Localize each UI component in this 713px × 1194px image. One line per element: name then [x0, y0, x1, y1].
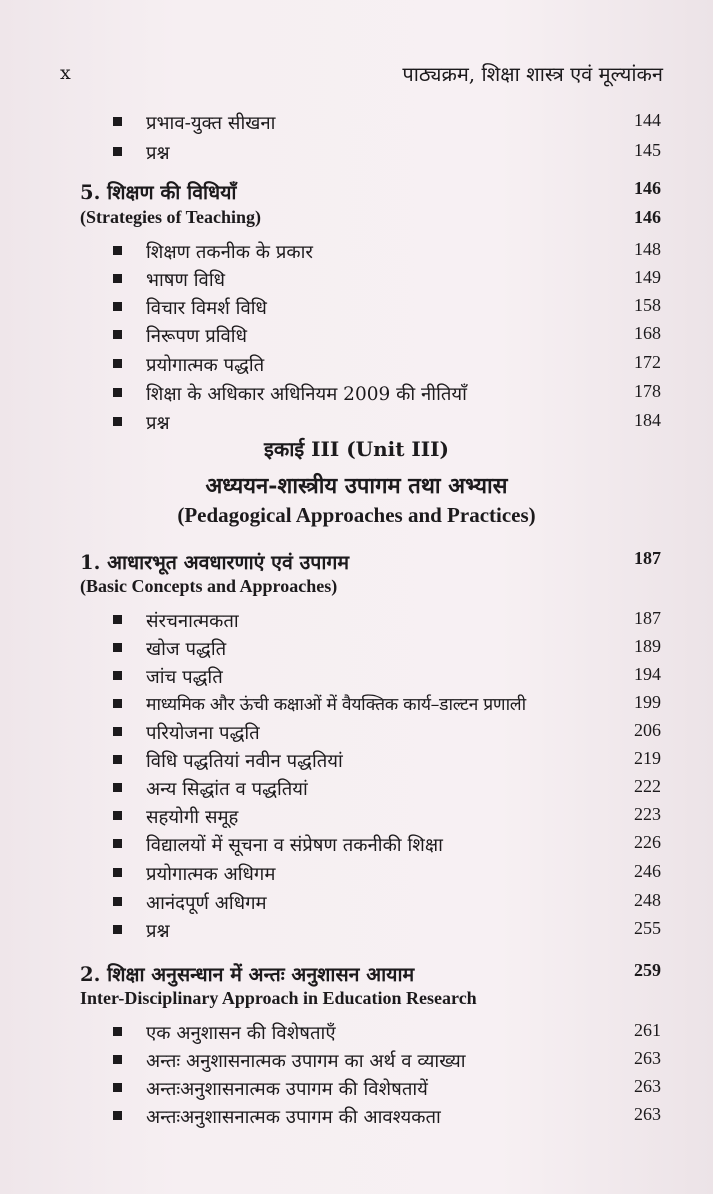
bullet-icon [113, 699, 122, 708]
toc-entry-page: 261 [634, 1020, 661, 1040]
toc-entry [0, 773, 713, 803]
chapter-page: 187 [634, 548, 661, 568]
toc-entry [0, 1017, 713, 1047]
toc-entry-label: विधि पद्धतियां नवीन पद्धतियां [146, 751, 343, 772]
toc-entry-label: शिक्षण तकनीक के प्रकार [146, 242, 313, 263]
bullet-icon [113, 925, 122, 934]
unit-title-hindi: अध्ययन-शास्त्रीय उपागम तथा अभ्यास [205, 473, 508, 499]
toc-entry-page: 187 [634, 608, 661, 628]
toc-entry [0, 292, 713, 322]
bullet-icon [113, 727, 122, 736]
toc-entry-page: 194 [634, 664, 661, 684]
toc-entry-label: सहयोगी समूह [146, 807, 239, 828]
bullet-icon [113, 897, 122, 906]
bullet-icon [113, 274, 122, 283]
bullet-icon [113, 302, 122, 311]
toc-entry-page: 158 [634, 295, 661, 315]
toc-entry-label: प्रश्न [146, 413, 170, 434]
toc-entry [0, 801, 713, 831]
toc-entry-label: अन्य सिद्धांत व पद्धतियां [146, 779, 308, 800]
toc-entry-page: 263 [634, 1048, 661, 1068]
toc-entry [0, 689, 713, 719]
toc-entry-page: 144 [634, 110, 661, 130]
toc-entry-page: 223 [634, 804, 661, 824]
toc-entry [0, 236, 713, 266]
chapter-subtitle-page: 146 [634, 207, 661, 227]
bullet-icon [113, 1111, 122, 1120]
toc-entry-page: 189 [634, 636, 661, 656]
toc-entry [0, 349, 713, 379]
toc-entry-page: 145 [634, 140, 661, 160]
bullet-icon [113, 868, 122, 877]
toc-entry-label: परियोजना पद्धति [146, 723, 260, 744]
bullet-icon [113, 388, 122, 397]
chapter-subtitle-row [0, 985, 713, 1015]
toc-entry [0, 407, 713, 437]
toc-entry-label: प्रयोगात्मक पद्धति [146, 355, 265, 376]
chapter-page: 146 [634, 178, 661, 198]
toc-entry-label: खोज पद्धति [146, 639, 227, 660]
toc-entry-label: अन्तःअनुशासनात्मक उपागम की आवश्यकता [146, 1107, 441, 1128]
toc-entry [0, 605, 713, 635]
toc-entry-page: 199 [634, 692, 661, 712]
toc-entry-page: 263 [634, 1076, 661, 1096]
chapter-title: 1. आधारभूत अवधारणाएं एवं उपागम [80, 551, 350, 574]
toc-entry-label: प्रश्न [146, 143, 170, 164]
toc-entry-page: 172 [634, 352, 661, 372]
toc-entry-page: 149 [634, 267, 661, 287]
bullet-icon [113, 330, 122, 339]
toc-entry-label: अन्तःअनुशासनात्मक उपागम की विशेषतायें [146, 1079, 428, 1100]
toc-entry-label: प्रश्न [146, 921, 170, 942]
bullet-icon [113, 1083, 122, 1092]
toc-entry-page: 184 [634, 410, 661, 430]
page-roman-numeral: x [60, 62, 71, 84]
toc-entry [0, 1101, 713, 1131]
bullet-icon [113, 1027, 122, 1036]
toc-entry [0, 107, 713, 137]
toc-entry [0, 1073, 713, 1103]
toc-entry-label: निरूपण प्रविधि [146, 326, 247, 347]
chapter-subtitle-row [0, 204, 713, 234]
bullet-icon [113, 246, 122, 255]
toc-entry [0, 137, 713, 167]
toc-entry [0, 745, 713, 775]
toc-entry-label: प्रभाव-युक्त सीखना [146, 113, 276, 134]
toc-entry [0, 264, 713, 294]
running-header-title: पाठ्यक्रम, शिक्षा शास्त्र एवं मूल्यांकन [402, 62, 663, 86]
toc-entry [0, 858, 713, 888]
chapter-title: 2. शिक्षा अनुसन्धान में अन्तः अनुशासन आयाम [80, 963, 415, 986]
toc-entry [0, 661, 713, 691]
toc-entry [0, 915, 713, 945]
toc-entry-page: 219 [634, 748, 661, 768]
toc-entry [0, 1045, 713, 1075]
bullet-icon [113, 417, 122, 426]
toc-entry-page: 248 [634, 890, 661, 910]
toc-entry-label: शिक्षा के अधिकार अधिनियम 2009 की नीतियाँ [146, 384, 467, 405]
toc-entry-page: 246 [634, 861, 661, 881]
toc-entry-label: जांच पद्धति [146, 667, 223, 688]
toc-entry-page: 178 [634, 381, 661, 401]
bullet-icon [113, 615, 122, 624]
chapter-subtitle: (Strategies of Teaching) [80, 207, 261, 227]
toc-entry-label: एक अनुशासन की विशेषताएँ [146, 1023, 336, 1044]
chapter-subtitle: (Basic Concepts and Approaches) [80, 576, 338, 596]
bullet-icon [113, 783, 122, 792]
toc-entry-page: 206 [634, 720, 661, 740]
unit-title-english: (Pedagogical Approaches and Practices) [177, 503, 536, 527]
chapter-heading [0, 545, 713, 575]
bullet-icon [113, 671, 122, 680]
toc-entry [0, 633, 713, 663]
bullet-icon [113, 755, 122, 764]
bullet-icon [113, 811, 122, 820]
toc-entry [0, 717, 713, 747]
toc-entry-label: प्रयोगात्मक अधिगम [146, 864, 276, 885]
toc-entry-label: विचार विमर्श विधि [146, 298, 267, 319]
unit-heading: इकाई III (Unit III) [264, 437, 449, 461]
toc-entry-label: माध्यमिक और ऊंची कक्षाओं में वैयक्तिक कार्य–डाल्टन प्रणाली [146, 695, 526, 715]
toc-entry-label: अन्तः अनुशासनात्मक उपागम का अर्थ व व्याख्या [146, 1051, 466, 1072]
toc-entry-page: 222 [634, 776, 661, 796]
bullet-icon [113, 117, 122, 126]
bullet-icon [113, 147, 122, 156]
toc-entry-label: आनंदपूर्ण अधिगम [146, 893, 267, 914]
chapter-heading [0, 957, 713, 987]
toc-entry [0, 887, 713, 917]
toc-entry [0, 378, 713, 408]
chapter-title: 5. शिक्षण की विधियाँ [80, 181, 237, 204]
bullet-icon [113, 839, 122, 848]
toc-entry-page: 168 [634, 323, 661, 343]
toc-entry-label: संरचनात्मकता [146, 611, 239, 632]
bullet-icon [113, 359, 122, 368]
bullet-icon [113, 1055, 122, 1064]
toc-entry-page: 263 [634, 1104, 661, 1124]
toc-entry-page: 148 [634, 239, 661, 259]
toc-entry [0, 829, 713, 859]
bullet-icon [113, 643, 122, 652]
toc-entry-label: विद्यालयों में सूचना व संप्रेषण तकनीकी शिक्षा [146, 835, 443, 856]
chapter-page: 259 [634, 960, 661, 980]
toc-entry-label: भाषण विधि [146, 270, 225, 291]
toc-entry-page: 226 [634, 832, 661, 852]
chapter-subtitle: Inter-Disciplinary Approach in Education Research [80, 988, 477, 1008]
toc-entry [0, 320, 713, 350]
chapter-subtitle-row [0, 573, 713, 603]
chapter-heading [0, 175, 713, 205]
toc-entry-page: 255 [634, 918, 661, 938]
